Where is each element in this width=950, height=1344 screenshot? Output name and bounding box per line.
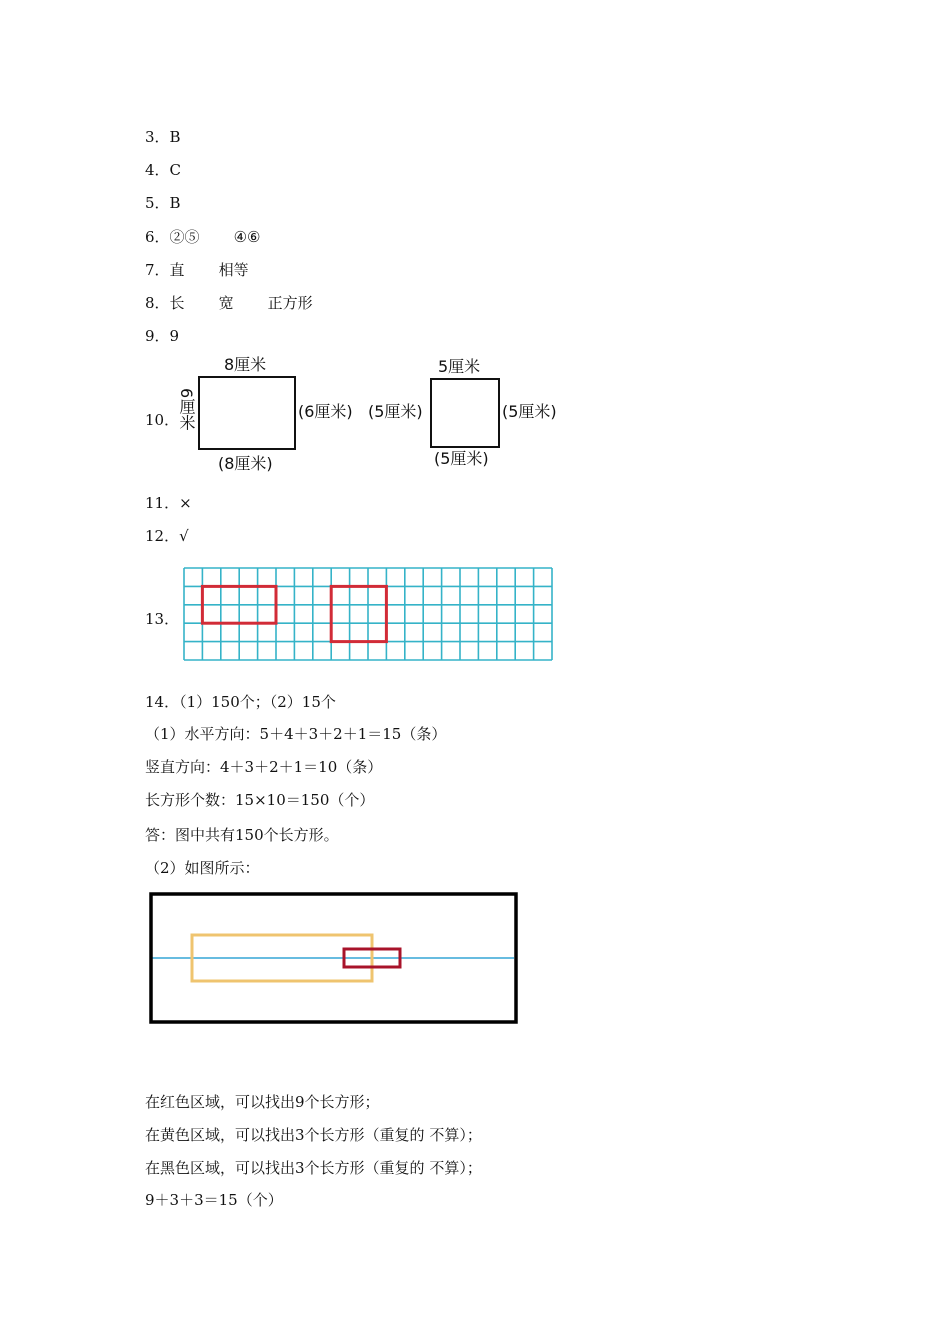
answer-8-part3: 正方形 — [267, 294, 313, 312]
answer-14-line3: 长方形个数：15×10＝150（个） — [145, 791, 375, 809]
square-top-label: 5厘米 — [438, 357, 481, 376]
square-bottom-label: (5厘米) — [434, 449, 489, 468]
answer-14-line2: 竖直方向：4＋3＋2＋1＝10（条） — [145, 758, 383, 776]
answer-8 — [145, 293, 313, 313]
answer-7-num: 7． — [145, 261, 170, 279]
answer-7-part1: 直 — [169, 261, 185, 279]
square-left-label: (5厘米) — [368, 402, 423, 421]
rect-right-label: (6厘米) — [298, 402, 353, 421]
answer-3: 3．B — [145, 128, 181, 146]
answer-7-part2: 相等 — [218, 261, 249, 279]
rect-top-label: 8厘米 — [224, 355, 267, 374]
answer-14-head: 14．（1）150个；（2）15个 — [145, 693, 336, 711]
answer-14-result1: 在红色区域，可以找出9个长方形； — [145, 1093, 380, 1111]
answer-8-part2: 宽 — [218, 294, 234, 312]
rectangle-shape — [198, 376, 296, 450]
answer-8-part1: 长 — [169, 294, 185, 312]
answer-5: 5．B — [145, 194, 181, 212]
answer-9: 9．9 — [145, 327, 180, 345]
answer-13-num: 13． — [145, 610, 180, 628]
answer-10-num: 10． — [145, 411, 180, 429]
answer-14-line1: （1）水平方向：5＋4＋3＋2＋1＝15（条） — [145, 725, 447, 743]
answer-11: 11．× — [145, 494, 192, 512]
answer-14-line5: （2）如图所示： — [145, 859, 260, 877]
answer-6 — [145, 227, 260, 247]
answer-13-grid-figure — [182, 566, 554, 662]
answer-14-result2: 在黄色区域，可以找出3个长方形（重复的 不算）； — [145, 1126, 482, 1144]
answer-6-part1: ②⑤ — [169, 228, 200, 246]
grid-lines — [184, 568, 552, 660]
answer-14-result3: 在黑色区域，可以找出3个长方形（重复的 不算）； — [145, 1159, 482, 1177]
answer-14-line4: 答：图中共有150个长方形。 — [145, 826, 339, 844]
answer-4: 4．C — [145, 161, 182, 179]
rect-left-label: 6厘米 — [177, 388, 196, 431]
grid-square — [331, 586, 386, 641]
answer-14-result4: 9＋3＋3＝15（个） — [145, 1191, 283, 1209]
answer-8-num: 8． — [145, 294, 170, 312]
answer-6-num: 6． — [145, 228, 170, 246]
answer-14-figure — [148, 890, 520, 1026]
square-right-label: (5厘米) — [502, 402, 557, 421]
answer-7 — [145, 260, 249, 280]
answer-6-part2: ④⑥ — [233, 228, 261, 246]
answer-12: 12．√ — [145, 527, 189, 545]
square-shape — [430, 378, 500, 448]
rect-bottom-label: (8厘米) — [218, 454, 273, 473]
